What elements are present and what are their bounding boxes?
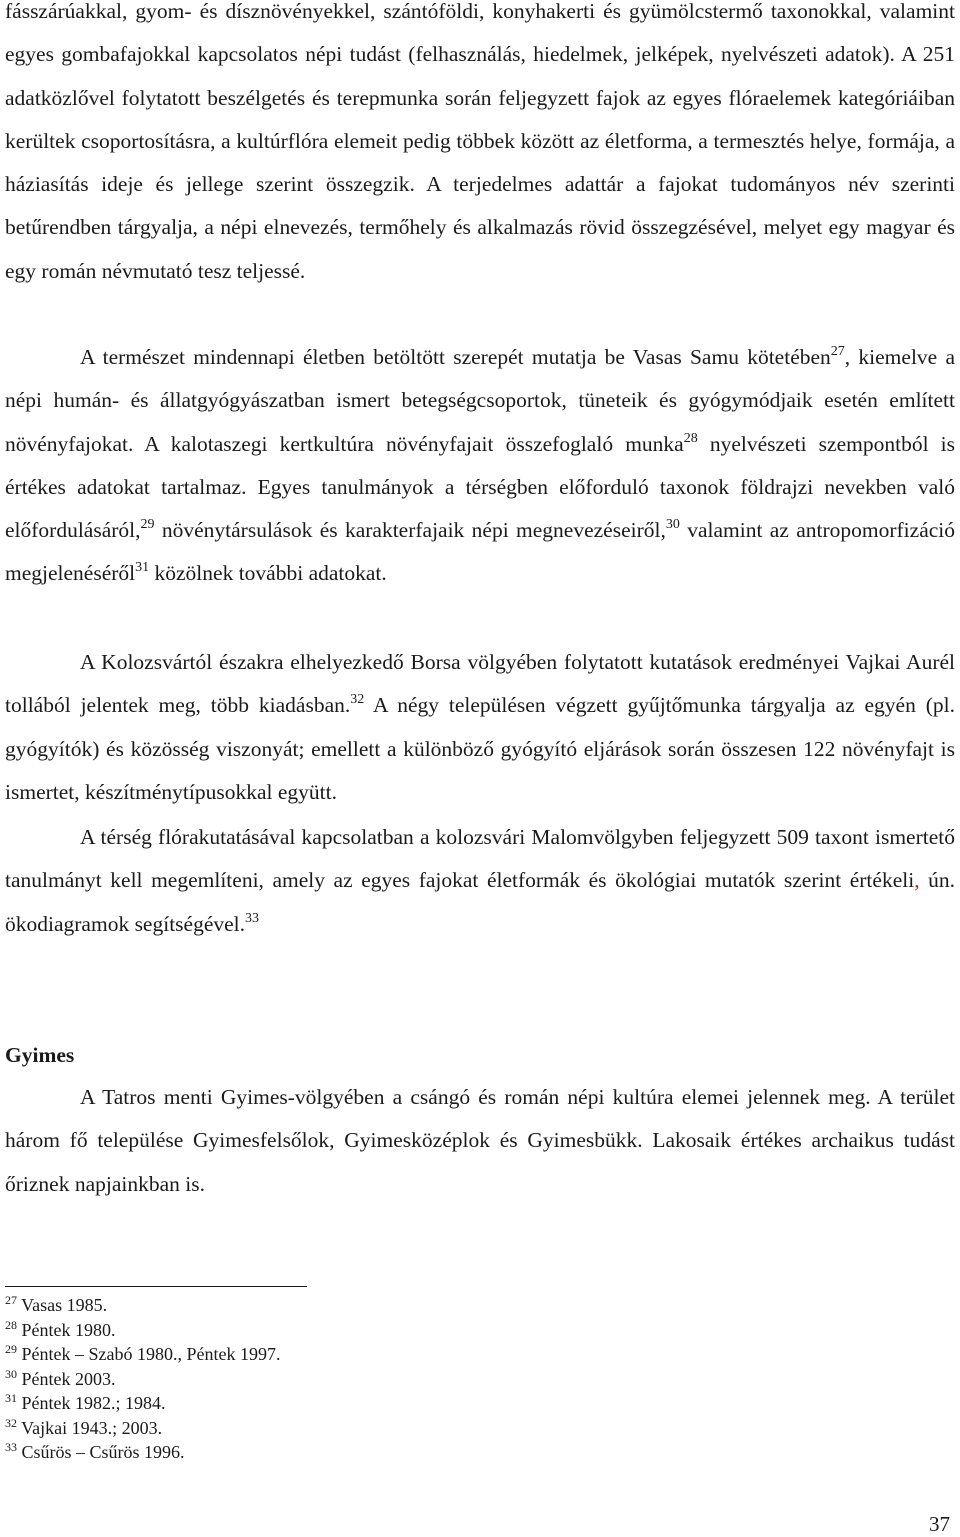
text-run: , kiemelve a népi humán- és állatgyógyászatban ismert betegségcsoportok, tüneteik és gyógymódjaik esetén említett növényfajokat. A kalotaszegi kertkultúra növényfajait összefoglaló munka bbox=[5, 345, 955, 456]
text-run: valamint az antropomorfizáció megjelenéséről bbox=[5, 518, 956, 586]
footnote-item bbox=[5, 1391, 280, 1416]
text-run: A Tatros menti Gyimes-völgyében a csángó és román népi kultúra elemei jelennek meg. A terület három fő települése Gyimesfelsőlok, Gyimesközéplok és Gyimesbükk. Lakosaik értékes archaikus tudást őriznek napjainkban is. bbox=[5, 1085, 955, 1196]
footnote-text: Péntek 1980. bbox=[17, 1319, 116, 1340]
footnote-item bbox=[5, 1440, 280, 1465]
text-run: A Kolozsvártól északra elhelyezkedő Borsa völgyében folytatott kutatások eredményei Vajkai Aurél tollából jelentek meg, több kiadásban. bbox=[5, 650, 955, 718]
footnote-number: 30 bbox=[5, 1366, 17, 1381]
text-run: nyelvészeti szempontból is értékes adatokat tartalmaz. Egyes tanulmányok a térségben előforduló taxonok földrajzi nevekben való előfordulásáról, bbox=[5, 431, 955, 543]
footnote-item bbox=[5, 1416, 280, 1441]
footnote-ref: 31 bbox=[135, 560, 150, 576]
text-run: A térség flórakutatásával kapcsolatban a kolozsvári Malomvölgyben feljegyzett 509 taxont ismertető tanulmányt kell megemlíteni, amely az egyes fajokat életformák és ökológiai mutatók szerint értékeli bbox=[5, 825, 955, 893]
text-run: fásszárúakkal, gyom- és dísznövényekkel, szántóföldi, konyhakerti és gyümölcstermő taxonokkal, valamint egyes gombafajokkal kapcsolatos népi tudást (felhasználás, hiedelmek, jelképek, nyelvészeti adatok). A 251 adatközlővel folytatott beszélgetés és terepmunka során feljegyzett fajok az egyes flóraelemek kategóriáiban kerültek csoportosításra, a kultúrflóra elemeit pedig többek között az életforma, a termesztés helye, formája, a háziasítás ideje és jellege szerint összegzik. A terjedelmes adattár a fajokat tudományos név szerinti betűrendben tárgyalja, a népi elnevezés, termőhely és alkalmazás rövid összegzésével, melyet egy magyar és egy román névmutató tesz teljessé. bbox=[5, 0, 955, 283]
footnote-number: 29 bbox=[5, 1342, 17, 1356]
text-run: növénytársulások és karakterfajaik népi megnevezéseiről, bbox=[154, 518, 666, 543]
text-run: ún. ökodiagramok segítségével. bbox=[5, 868, 956, 936]
footnote-ref: 32 bbox=[350, 692, 365, 708]
paragraph-vasas-samu bbox=[5, 336, 955, 596]
footnote-item bbox=[5, 1293, 280, 1318]
footnote-ref: 29 bbox=[140, 517, 155, 533]
page-number: 37 bbox=[929, 1512, 950, 1536]
footnote-number: 27 bbox=[5, 1293, 17, 1307]
footnote-text: Csűrös – Csűrös 1996. bbox=[17, 1442, 185, 1462]
section-heading-gyimes: Gyimes bbox=[5, 1043, 75, 1067]
footnote-item bbox=[5, 1318, 280, 1343]
footnote-text: Péntek – Szabó 1980., Péntek 1997. bbox=[17, 1344, 281, 1364]
footnote-number: 31 bbox=[5, 1391, 17, 1405]
footnote-list bbox=[5, 1293, 280, 1465]
text-run: A négy településen végzett gyűjtőmunka tárgyalja az egyén (pl. gyógyítók) és közösség viszonyát; emellett a különböző gyógyító eljárások során összesen 122 növényfajt is ismertet, készítménytípusokkal együtt. bbox=[5, 693, 955, 804]
footnote-item bbox=[5, 1342, 280, 1367]
paragraph-malomvolgy bbox=[5, 816, 955, 946]
highlighted-comma: , bbox=[914, 868, 920, 893]
paragraph-flora-summary bbox=[5, 0, 955, 293]
footnote-text: Péntek 1982.; 1984. bbox=[17, 1393, 166, 1413]
footnote-number: 33 bbox=[5, 1440, 17, 1454]
text-run: közölnek további adatokat. bbox=[149, 561, 387, 586]
footnote-ref: 33 bbox=[245, 910, 260, 926]
footnote-number: 32 bbox=[5, 1415, 17, 1430]
footnote-ref: 27 bbox=[830, 344, 845, 359]
paragraph-gyimes-valley bbox=[5, 1076, 955, 1206]
footnote-ref: 28 bbox=[683, 430, 698, 446]
footnote-text: Vasas 1985. bbox=[17, 1295, 108, 1315]
footnote-item bbox=[5, 1367, 280, 1392]
text-run: A természet mindennapi életben betöltött szerepét mutatja be Vasas Samu kötetében bbox=[80, 345, 831, 369]
footnote-separator bbox=[5, 1286, 307, 1287]
paragraph-borsa-valley bbox=[5, 641, 955, 814]
footnote-ref: 30 bbox=[665, 517, 680, 533]
footnote-text: Vajkai 1943.; 2003. bbox=[17, 1417, 163, 1438]
footnote-number: 28 bbox=[5, 1317, 17, 1332]
footnote-text: Péntek 2003. bbox=[17, 1368, 116, 1389]
